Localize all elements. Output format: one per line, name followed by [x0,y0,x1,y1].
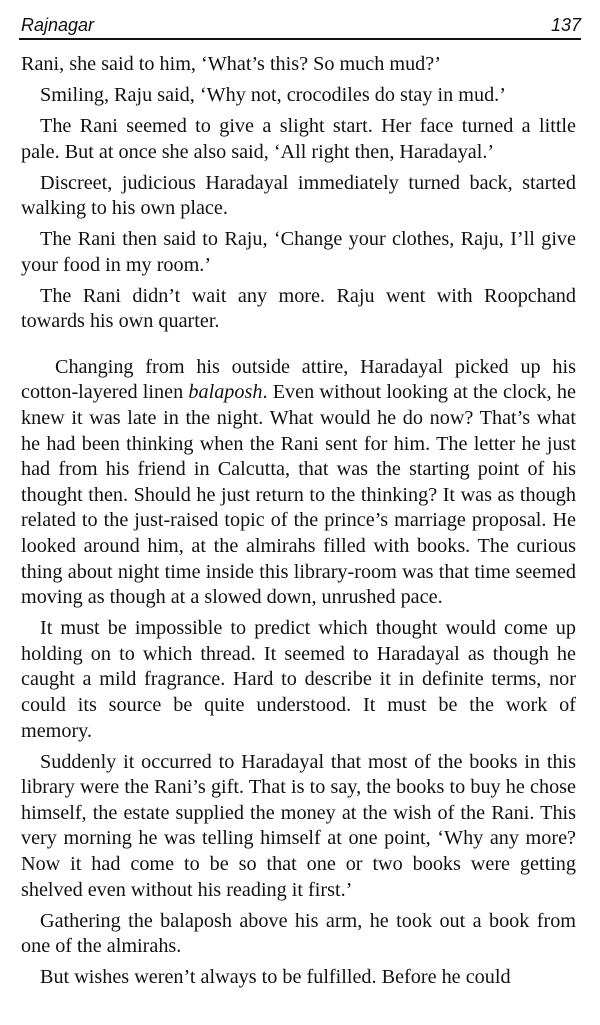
paragraph: Gathering the balaposh above his arm, he took out a book from one of the almirahs. [21,909,576,958]
paragraph-text: Changing from his outside attire, Haradayal picked up his cotton-layered linen [21,355,576,404]
paragraph [21,355,576,611]
paragraph: But wishes weren’t always to be fulfilled. Before he could [40,966,511,989]
paragraph: Suddenly it occurred to Haradayal that most of the books in this library were the Rani’s gift. That is to say, the books to buy he chose himself, the estate supplied the money at the wish of the Rani. This very morning he was telling himself at one point, ‘Why any more? Now it had come to be so that one or two books were getting shelved even without his reading it first.’ [21,750,576,901]
page-number: 137 [550,15,581,35]
paragraph: The Rani then said to Raju, ‘Change your clothes, Raju, I’ll give your food in my room.’ [21,228,576,276]
paragraph: Rani, she said to him, ‘What’s this? So much mud?’ [21,53,441,75]
paragraph: The Rani seemed to give a slight start. Her face turned a little pale. But at once she also said, ‘All right then, Haradayal.’ [21,114,576,163]
italic-term: balaposh [188,381,263,404]
running-header [21,6,581,36]
page-body [21,52,576,991]
paragraph: Smiling, Raju said, ‘Why not, crocodiles do stay in mud.’ [40,83,506,106]
running-title: Rajnagar [21,15,95,35]
paragraph: Discreet, judicious Haradayal immediately turned back, started walking to his own place. [21,171,576,220]
paragraph: The Rani didn’t wait any more. Raju went with Roopchand towards his own quarter. [21,284,576,333]
paragraph: It must be impossible to predict which thought would come up holding on to which thread. It seemed to Haradayal as though he caught a mild fragrance. Hard to describe it in definite terms, nor could its source be quite understood. It must be the work of memory. [21,617,576,742]
paragraph-text: . Even without looking at the clock, he knew it was late in the night. What would he do now? That’s what he had been thinking when the Rani sent for him. The letter he just had from his friend in Calcutta, that was the starting point of his thought then. Should he just return to the thinking? It was as though related to the just-raised topic of the prince’s marriage proposal. He looked around him, at the almirahs filled with books. The curious thing about night time inside this library-room was that time seemed moving as though at a slowed down, unrushed pace. [21,381,576,609]
header-rule [19,38,581,40]
